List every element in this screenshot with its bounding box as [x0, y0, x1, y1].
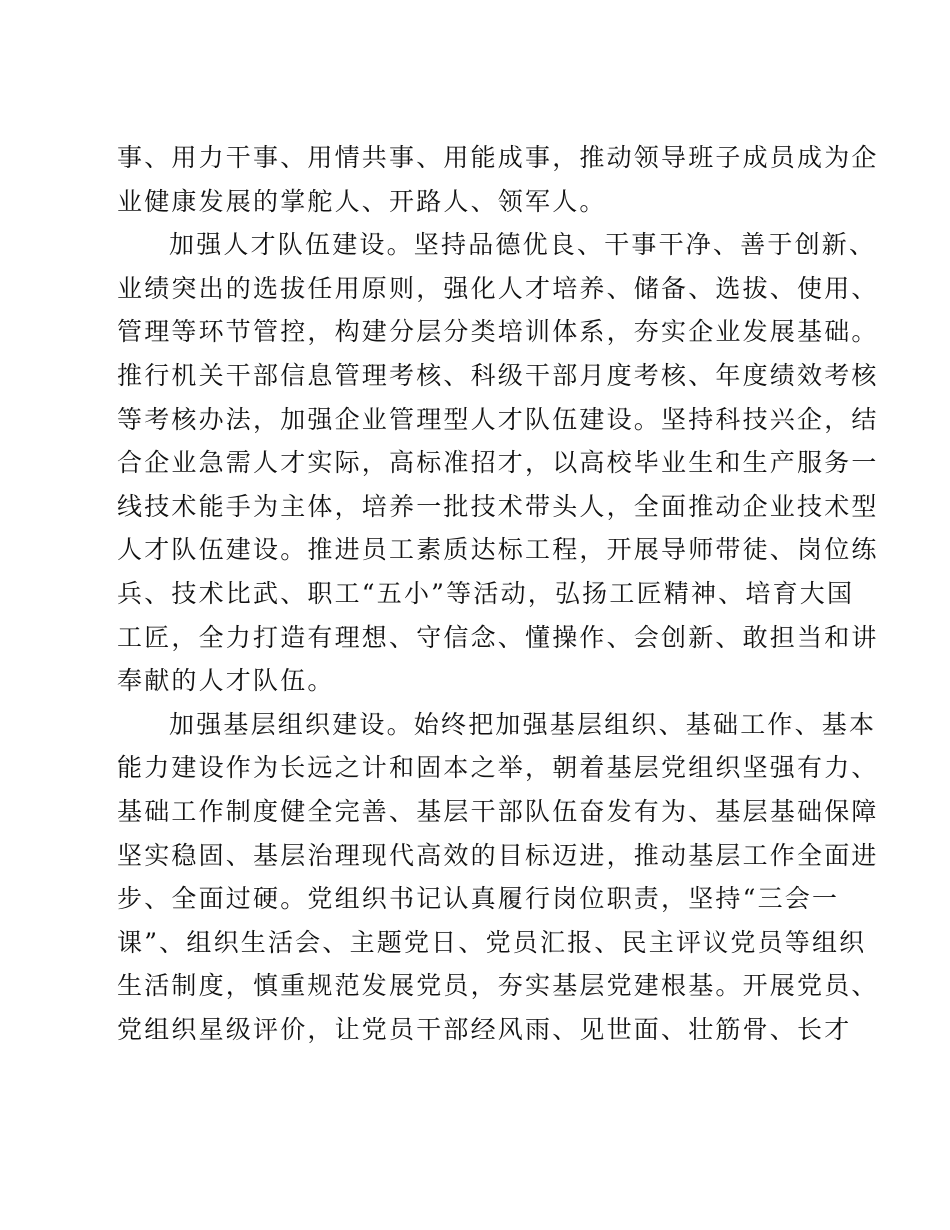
text-line: 推行机关干部信息管理考核、科级干部月度考核、年度绩效考核: [117, 360, 879, 390]
text-line: 等考核办法，加强企业管理型人才队伍建设。坚持科技兴企，结: [117, 404, 879, 434]
text-line: 基础工作制度健全完善、基层干部队伍奋发有为、基层基础保障: [117, 796, 879, 826]
text-line: 奉献的人才队伍。: [117, 666, 335, 696]
text-line: 党组织星级评价，让党员干部经风雨、见世面、壮筋骨、长才: [117, 1014, 852, 1044]
paragraph-start-grassroots: 加强基层组织建设。始终把加强基层组织、基础工作、基本: [169, 709, 877, 739]
text-line: 管理等环节管控，构建分层分类培训体系，夯实企业发展基础。: [117, 317, 879, 347]
text-line: 业健康发展的掌舵人、开路人、领军人。: [117, 186, 607, 216]
text-line: 能力建设作为长远之计和固本之举，朝着基层党组织坚强有力、: [117, 753, 879, 783]
text-line: 课”、组织生活会、主题党日、党员汇报、民主评议党员等组织: [117, 927, 867, 957]
text-line: 事、用力干事、用情共事、用能成事，推动领导班子成员成为企: [117, 143, 879, 172]
text-line: 业绩突出的选拔任用原则，强化人才培养、储备、选拔、使用、: [117, 273, 879, 303]
text-line: 兵、技术比武、职工“五小”等活动，弘扬工匠精神、培育大国: [117, 578, 855, 608]
text-line: 工匠，全力打造有理想、守信念、懂操作、会创新、敢担当和讲: [117, 622, 879, 652]
paragraph-start-talent: 加强人才队伍建设。坚持品德优良、干事干净、善于创新、: [169, 230, 877, 260]
text-line: 生活制度，慎重规范发展党员，夯实基层党建根基。开展党员、: [117, 971, 879, 1001]
text-line: 步、全面过硬。党组织书记认真履行岗位职责，坚持“三会一: [117, 884, 840, 914]
text-line: 坚实稳固、基层治理现代高效的目标迈进，推动基层工作全面进: [117, 840, 879, 870]
text-line: 合企业急需人才实际，高标准招才，以高校毕业生和生产服务一: [117, 448, 879, 478]
body-text: [117, 136, 879, 1051]
text-line: 人才队伍建设。推进员工素质达标工程，开展导师带徒、岗位练: [117, 535, 879, 565]
text-line: 线技术能手为主体，培养一批技术带头人，全面推动企业技术型: [117, 491, 879, 521]
